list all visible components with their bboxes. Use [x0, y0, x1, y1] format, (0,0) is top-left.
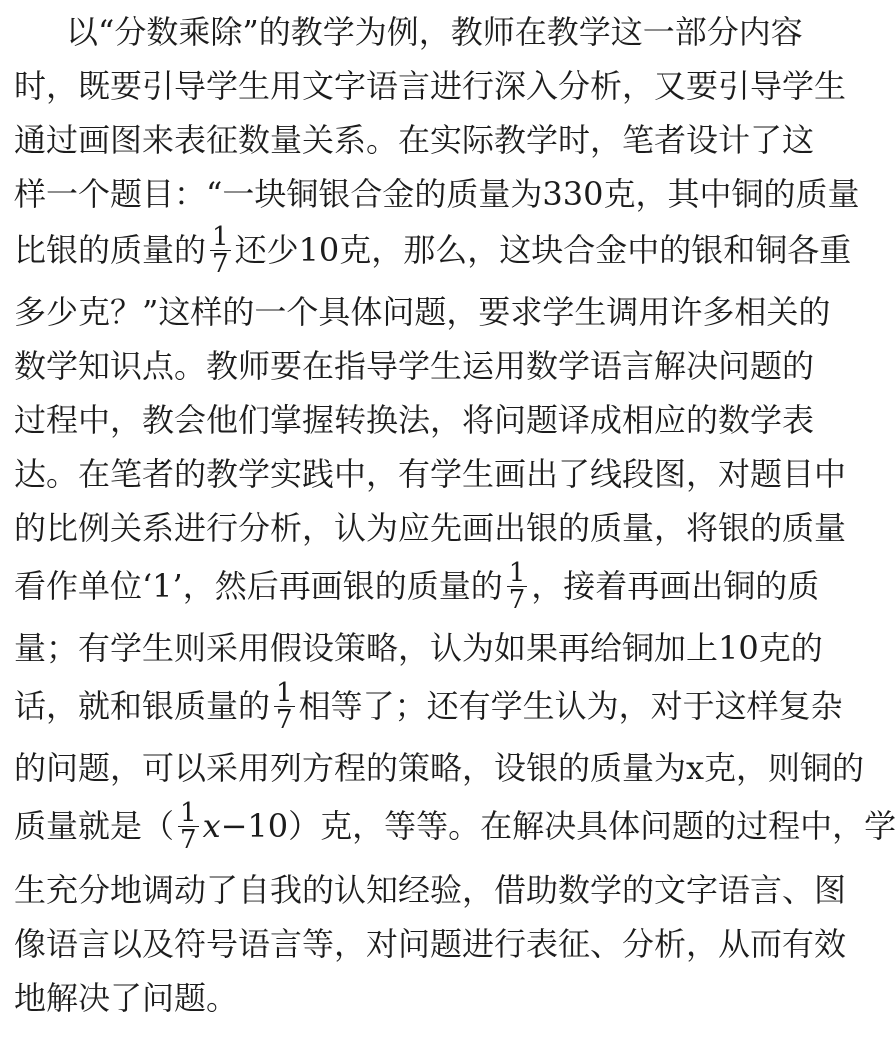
- fraction: [507, 560, 528, 613]
- text-line: 地解决了问题。: [14, 979, 239, 1017]
- fraction-numerator: 1: [276, 678, 293, 708]
- text-line: 时，既要引导学生用文字语言进行深入分析，又要引导学生: [14, 67, 847, 105]
- fraction: [178, 800, 199, 853]
- text-line: 样一个题目：“一块铜银合金的质量为330克，其中铜的质量: [14, 175, 860, 213]
- text-line: 通过画图来表征数量关系。在实际教学时，笔者设计了这: [14, 121, 815, 159]
- text-segment: 还少10克，那么，这块合金中的银和铜各重: [234, 231, 852, 269]
- text-line: 生充分地调动了自我的认知经验，借助数学的文字语言、图: [14, 871, 847, 909]
- fraction-denominator: 7: [212, 249, 229, 279]
- text-segment: ，接着再画出铜的质: [531, 567, 820, 605]
- text-segment: 话，就和银质量的: [14, 687, 271, 725]
- text-line: 以“分数乘除”的教学为例，教师在教学这一部分内容: [66, 13, 803, 51]
- variable-x: x: [202, 807, 221, 845]
- text-line: 数学知识点。教师要在指导学生运用数学语言解决问题的: [14, 347, 815, 385]
- fraction-denominator: 7: [180, 825, 197, 855]
- text-line-with-fraction: [14, 558, 820, 615]
- text-segment: 比银的质量的: [14, 231, 207, 269]
- fraction-numerator: 1: [212, 222, 229, 252]
- text-line-with-fraction: [14, 798, 896, 855]
- fraction-numerator: 1: [180, 798, 197, 828]
- text-line: 的问题，可以采用列方程的策略，设银的质量为x克，则铜的: [14, 749, 865, 787]
- text-line: 的比例关系进行分析，认为应先画出银的质量，将银的质量: [14, 509, 847, 547]
- fraction-denominator: 7: [276, 705, 293, 735]
- text-line: 像语言以及符号语言等，对问题进行表征、分析，从而有效: [14, 925, 847, 963]
- text-segment: −10）克，等等。在解决具体问题的过程中，学: [220, 807, 896, 845]
- fraction-numerator: 1: [508, 558, 526, 588]
- text-segment: 看作单位‘1’，然后再画银的质量的: [14, 567, 503, 605]
- text-line: 达。在笔者的教学实践中，有学生画出了线段图，对题目中: [14, 455, 847, 493]
- fraction-denominator: 7: [508, 585, 526, 615]
- text-line-with-fraction: [14, 678, 843, 735]
- text-segment: 相等了；还有学生认为，对于这样复杂: [298, 687, 843, 725]
- text-segment: 质量就是（: [14, 807, 175, 845]
- text-line: 量；有学生则采用假设策略，认为如果再给铜加上10克的: [14, 629, 823, 667]
- text-line-with-fraction: [14, 222, 852, 279]
- text-line: 过程中，教会他们掌握转换法，将问题译成相应的数学表: [14, 401, 815, 439]
- fraction: [210, 224, 231, 277]
- fraction: [274, 680, 295, 733]
- text-line: 多少克？”这样的一个具体问题，要求学生调用许多相关的: [14, 293, 831, 331]
